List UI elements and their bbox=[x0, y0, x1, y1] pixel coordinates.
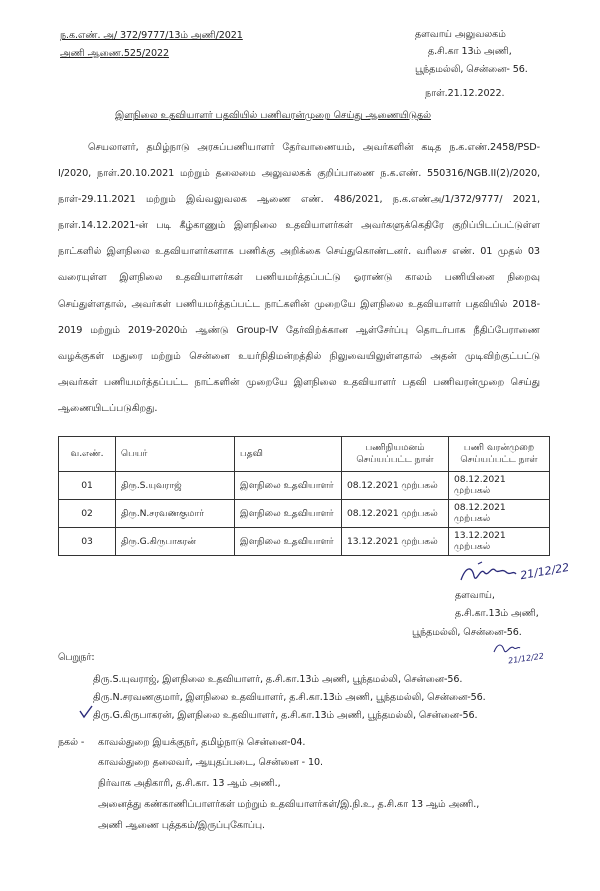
table-row bbox=[59, 472, 550, 500]
copy-item: நிர்வாக அதிகாரி, த.சி.கா. 13 ஆம் அணி., bbox=[98, 778, 281, 789]
subject-line: இளநிலை உதவியாளர் பதவியில் பணிவரன்முறை செய்து ஆணையிடுதல் bbox=[115, 110, 431, 121]
order-number: அணி ஆணை.525/2022 bbox=[60, 48, 170, 59]
office-city: பூந்தமல்லி, சென்னை- 56. bbox=[415, 64, 528, 75]
office-unit: த.சி.கா 13ம் அணி, bbox=[428, 46, 512, 57]
tick-mark-icon bbox=[78, 704, 94, 720]
cell-name: திரு.S.யுவராஜ் bbox=[116, 472, 235, 500]
cell-name: திரு.N.சரவணகுமார் bbox=[116, 500, 235, 528]
signature-date: 21/12/22 bbox=[519, 560, 571, 583]
copy-item: அனைத்து கண்காணிப்பாளர்கள் மற்றும் உதவியாளர்கள்/இ.நி.உ, த.சி.கா 13 ஆம் அணி., bbox=[98, 799, 480, 810]
cell-appointment-date: 08.12.2021 முற்பகல் bbox=[342, 472, 449, 500]
cell-post: இளநிலை உதவியாளர் bbox=[235, 528, 342, 556]
recipient-item: திரு.N.சரவணகுமார், இளநிலை உதவியாளர், த.சி.கா.13ம் அணி, பூந்தமல்லி, சென்னை-56. bbox=[93, 692, 486, 703]
signatory-unit: த.சி.கா.13ம் அணி, bbox=[455, 608, 539, 619]
reference-number: ந.க.எண். அ/ 372/9777/13ம் அணி/2021 bbox=[60, 30, 243, 41]
signatory-city: பூந்தமல்லி, சென்னை-56. bbox=[412, 627, 522, 638]
header-appointment-date: பணிநியமனம் செய்யப்பட்ட நாள் bbox=[342, 437, 449, 472]
cell-serial: 02 bbox=[59, 500, 116, 528]
copy-label: நகல் - bbox=[58, 737, 85, 748]
cell-appointment-date: 13.12.2021 முற்பகல் bbox=[342, 528, 449, 556]
officers-table bbox=[58, 436, 550, 556]
recipient-item: திரு.G.கிருபாகரன், இளநிலை உதவியாளர், த.சி.கா.13ம் அணி, பூந்தமல்லி, சென்னை-56. bbox=[93, 710, 478, 721]
header-regularisation-date: பணி வரன்முறை செய்யப்பட்ட நாள் bbox=[449, 437, 550, 472]
copy-item: காவல்துறை இயக்குநர், தமிழ்நாடு சென்னை-04. bbox=[98, 737, 306, 748]
cell-name: திரு.G.கிருபாகரன் bbox=[116, 528, 235, 556]
order-body: செயலாளர், தமிழ்நாடு அரசுப்பணியாளர் தேர்வாணையம், அவர்களின் கடித ந.க.எண்.2458/PSD-I/2020, நாள்.20.10.2021 மற்றும் தலைமை அலுவலகக் குறிப்பாணை ந.க.எண். 550316/NGB.II(2)/2020, நாள்-29.11.2021 மற்றும் இவ்வலுவலக ஆணை எண். 486/2021, ந.க.எண்அ/1/372/9777/ 2021, நாள்.14.12.2021-ன் படி கீழ்காணும் இளநிலை உதவியாளர்கள் அவர்களுக்கெதிரே குறிப்பிடப்பட்டுள்ள நாட்களில் இளநிலை உதவியாளர்களாக பணிக்கு அறிக்கை செய்துகொண்டனர். வரிசை எண். 01 முதல் 03 வரையுள்ள இளநிலை உதவியாளர்கள் பணியமர்த்தப்பட்டு ஓராண்டு காலம் பணியினை நிறைவு செய்துள்ளதால், அவர்கள் பணியமர்த்தப்பட்ட நாட்களின் முறையே இளநிலை உதவியாளர் பதவியில் 2018-2019 மற்றும் 2019-2020ம் ஆண்டு Group-IV தேர்விற்க்கான ஆள்சேர்ப்பு தொடர்பாக நீதிப்பேராணை வழக்குகள் மதுரை மற்றும் சென்னை உயர்நிதிமன்றத்தில் நிலுவையிலுள்ளதால் அதன் முடிவிற்குட்பட்டு அவர்கள் பணியமர்த்தப்பட்ட நாட்களின் முறையே இளநிலை உதவியாளர் பதவி பணிவரன்முறை செய்து ஆணையிடப்படுகிறது. bbox=[58, 142, 540, 414]
copy-item: அணி ஆணை புத்தகம்/இருப்புகோப்பு. bbox=[98, 820, 265, 831]
recipients-label: பெறுநர்: bbox=[58, 652, 95, 663]
initial-date: 21/12/22 bbox=[507, 651, 545, 666]
order-date: நாள்.21.12.2022. bbox=[425, 88, 505, 99]
table-header-row bbox=[59, 437, 550, 472]
signature-scribble bbox=[458, 560, 518, 586]
cell-regularisation-date: 08.12.2021 முற்பகல் bbox=[449, 472, 550, 500]
recipient-item: திரு.S.யுவராஜ், இளநிலை உதவியாளர், த.சி.கா.13ம் அணி, பூந்தமல்லி, சென்னை-56. bbox=[93, 674, 463, 685]
signatory-title: தளவாய், bbox=[455, 590, 495, 601]
cell-appointment-date: 08.12.2021 முற்பகல் bbox=[342, 500, 449, 528]
cell-post: இளநிலை உதவியாளர் bbox=[235, 500, 342, 528]
header-serial: வ.எண். bbox=[59, 437, 116, 472]
cell-regularisation-date: 13.12.2021 முற்பகல் bbox=[449, 528, 550, 556]
table-row bbox=[59, 500, 550, 528]
office-name: தளவாய் அலுவலகம் bbox=[415, 29, 506, 40]
cell-serial: 01 bbox=[59, 472, 116, 500]
header-post: பதவி bbox=[235, 437, 342, 472]
cell-serial: 03 bbox=[59, 528, 116, 556]
header-name: பெயர் bbox=[116, 437, 235, 472]
cell-regularisation-date: 08.12.2021 முற்பகல் bbox=[449, 500, 550, 528]
table-row bbox=[59, 528, 550, 556]
copy-item: காவல்துறை தலைவர், ஆயுதப்படை, சென்னை - 10. bbox=[98, 757, 323, 768]
cell-post: இளநிலை உதவியாளர் bbox=[235, 472, 342, 500]
